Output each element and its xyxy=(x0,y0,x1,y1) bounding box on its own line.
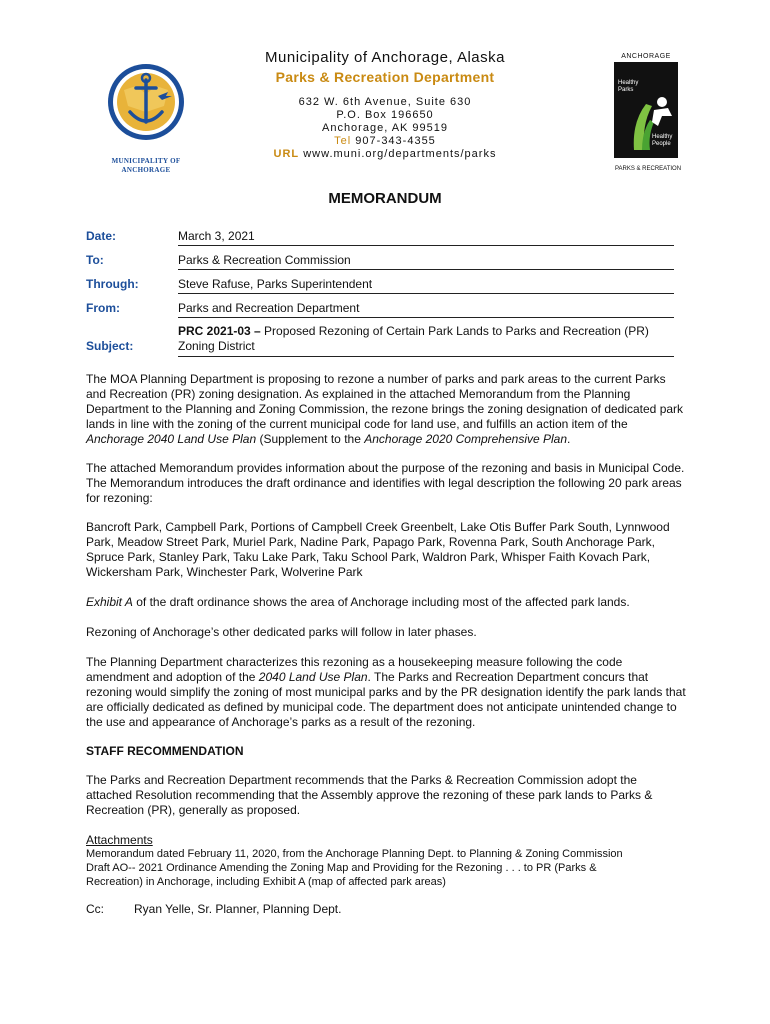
tel-number: 907-343-4355 xyxy=(355,135,436,147)
subject-code: PRC 2021-03 – xyxy=(178,324,261,338)
paragraph-6 xyxy=(86,655,686,730)
staff-recommendation-heading: STAFF RECOMMENDATION xyxy=(86,744,244,758)
date-value: March 3, 2021 xyxy=(178,229,674,246)
p4-text: of the draft ordinance shows the area of Anchorage including most of the affected park lands. xyxy=(132,595,630,609)
through-value: Steve Rafuse, Parks Superintendent xyxy=(178,277,674,294)
address-line3: Anchorage, AK 99519 xyxy=(321,122,449,134)
municipality-seal xyxy=(106,60,186,175)
cc-value: Ryan Yelle, Sr. Planner, Planning Dept. xyxy=(134,902,342,916)
logo-text2b: People xyxy=(652,141,671,147)
from-label: From: xyxy=(86,301,120,315)
url-line xyxy=(200,146,570,162)
tel-label: Tel xyxy=(334,135,352,147)
logo-text1a: Healthy xyxy=(618,80,639,86)
logo-text2a: Healthy xyxy=(652,134,673,140)
parks-logo xyxy=(606,52,696,178)
paragraph-7: The Parks and Recreation Department recommends that the Parks & Recreation Commission adopt the attached Resolution recommending that the Assembly approve the rezoning of these park lands to Parks & Recreation (PR), generally as proposed. xyxy=(86,773,653,817)
date-label: Date: xyxy=(86,229,117,243)
logo-bottom-text: PARKS & RECREATION xyxy=(614,166,682,172)
address-text: 632 W. 6th Avenue, Suite 630 xyxy=(298,96,472,108)
org-name: Municipality of Anchorage, Alaska xyxy=(265,49,505,66)
to-label: To: xyxy=(86,253,104,267)
dept-name: Parks & Recreation Department xyxy=(275,69,495,85)
attachments-heading: Attachments xyxy=(86,833,153,847)
memo-title: MEMORANDUM xyxy=(328,190,442,207)
p1-text-a: The MOA Planning Department is proposing to rezone a number of parks and park areas to the current Parks and Recreation (PR) zoning designation. As explained in the attached Memorandum from the Planning Department to the Planning and Zoning Commission, the rezone brings the zoning designation of dedicated park lands in line with the zoning of the current municipal code for land use, and fulfills an action item of the xyxy=(86,372,684,431)
seal-caption-line1: MUNICIPALITY OF xyxy=(111,157,181,165)
logo-box xyxy=(614,62,678,158)
url-text: www.muni.org/departments/parks xyxy=(303,148,497,160)
paragraph-1 xyxy=(86,372,686,447)
p1-text-b: (Supplement to the xyxy=(256,432,365,446)
anchor-seal-icon xyxy=(106,60,186,144)
p1-ital-1: Anchorage 2040 Land Use Plan xyxy=(86,432,257,446)
paragraph-5: Rezoning of Anchorage’s other dedicated parks will follow in later phases. xyxy=(86,625,477,639)
logo-top-text: ANCHORAGE xyxy=(621,53,671,60)
p1-ital-2: Anchorage 2020 Comprehensive Plan xyxy=(364,432,568,446)
attachment-1: Memorandum dated February 11, 2020, from the Anchorage Planning Dept. to Planning & Zoning Commission xyxy=(86,848,623,860)
p1-text-c: . xyxy=(567,432,571,446)
address-line2: P.O. Box 196650 xyxy=(336,109,434,121)
seal-caption-line2: ANCHORAGE xyxy=(121,166,171,174)
subject-label: Subject: xyxy=(86,339,134,353)
through-label: Through: xyxy=(86,277,139,291)
paragraph-4 xyxy=(86,595,686,610)
to-value: Parks & Recreation Commission xyxy=(178,253,674,270)
subject-value xyxy=(178,324,674,357)
logo-text1b: Parks xyxy=(618,87,634,93)
cc-label: Cc: xyxy=(86,902,104,916)
paragraph-2: The attached Memorandum provides information about the purpose of the rezoning and basis in Municipal Code. The Memorandum introduces the draft ordinance and identifies with legal description the following 20 park areas for rezoning: xyxy=(86,461,685,505)
seal-caption xyxy=(106,157,186,175)
from-value: Parks and Recreation Department xyxy=(178,301,674,318)
url-label: URL xyxy=(273,148,300,160)
p4-ital: Exhibit A xyxy=(86,595,133,609)
paragraph-3-park-list: Bancroft Park, Campbell Park, Portions of Campbell Creek Greenbelt, Lake Otis Buffer Park South, Lynnwood Park, Meadow Street Park, Muriel Park, Nadine Park, Papago Park, Rovenna Park, South Anchorage Park, Spruce Park, Stanley Park, Taku Lake Park, Taku School Park, Waldron Park, Whisper Faith Kovach Park, Wickersham Park, Winchester Park, Wolverine Park xyxy=(86,520,670,579)
subject-text: Proposed Rezoning of Certain Park Lands to Parks and Recreation (PR) Zoning District xyxy=(178,324,649,353)
attachment-2: Draft AO-- 2021 Ordinance Amending the Zoning Map and Providing for the Rezoning . . . to PR (Parks & Recreation) in Anchorage, including Exhibit A (map of affected park areas) xyxy=(86,862,597,888)
p6-text-b: . The Parks and Recreation Department concurs that rezoning would simplify the zoning of most municipal parks and by the PR designation identify the park lands that are officially dedicated as defined by municipal code. The department does not anticipate unintended change to the use and appearance of Anchorage’s parks as a result of the rezoning. xyxy=(86,670,686,729)
logo-text2 xyxy=(652,134,672,148)
p6-ital: 2040 Land Use Plan xyxy=(258,670,368,684)
p6-text-a: The Planning Department characterizes this rezoning as a housekeeping measure following the code amendment and adoption of the xyxy=(86,655,623,684)
